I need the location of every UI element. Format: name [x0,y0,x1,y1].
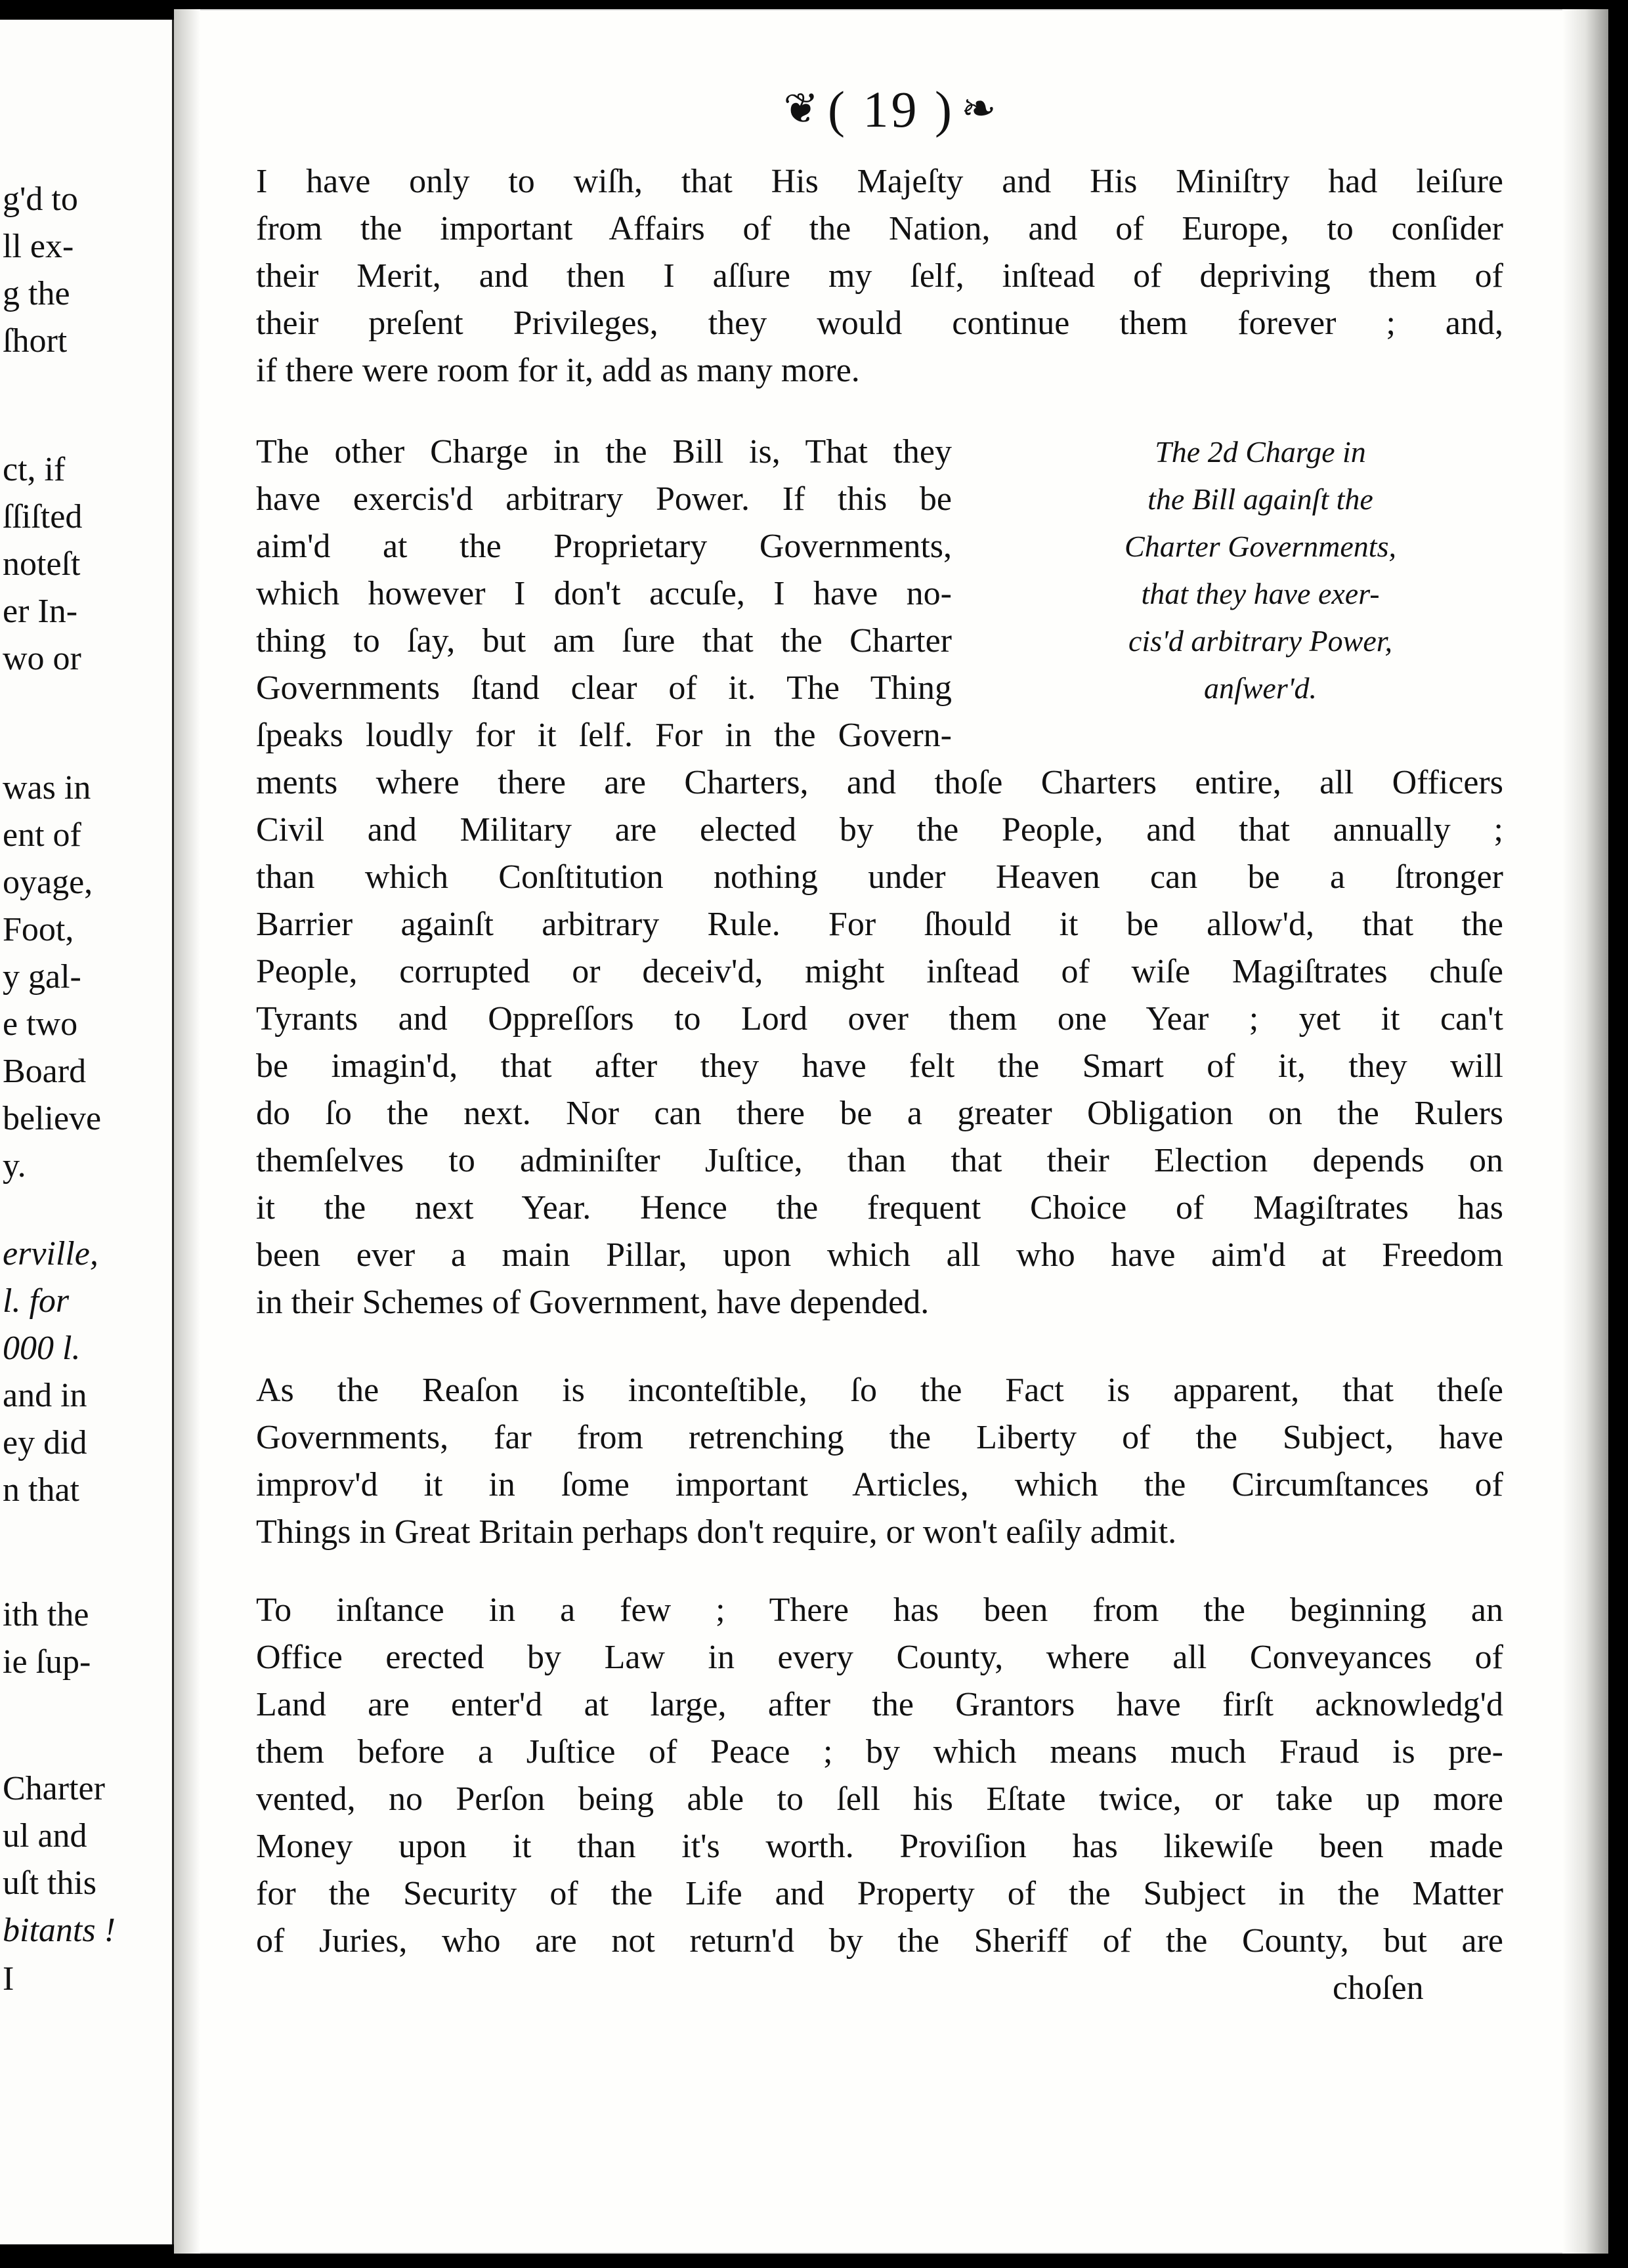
paragraph-2-line: Barrier againſt arbitrary Rule. For ſhould it be allow'd, that the [256,906,1503,943]
paragraph-4-line: them before a Juſtice of Peace ; by which means much Fraud is pre- [256,1733,1503,1771]
paragraph-2-line: Tyrants and Oppreſſors to Lord over them one Year ; yet it can't [256,1000,1503,1038]
left-page-fragment: ul and [3,1817,87,1855]
paragraph-3-line: Things in Great Britain perhaps don't require, or won't eaſily admit. [256,1513,1177,1551]
left-page-fragment: Board [3,1053,87,1090]
left-page-fragment: g the [3,275,70,312]
left-page-fragment: ey did [3,1424,87,1461]
left-page-fragment: I [3,1960,14,1998]
left-page-fragment: ent of [3,816,81,854]
page-number-text: ( 19 ) [828,81,954,138]
paragraph-4-line: To inſtance in a few ; There has been from the beginning an [256,1591,1503,1629]
paragraph-1-line: their preſent Privileges, they would continue them forever ; and, [256,304,1503,342]
margin-note-line: cis'd arbitrary Power, [1128,624,1393,658]
left-page-fragment: ith the [3,1596,89,1633]
left-page-fragment: wo or [3,640,81,677]
left-page-fragment: uſt this [3,1864,97,1902]
paragraph-4-line: vented, no Perſon being able to ſell his Eſtate twice, or take up more [256,1780,1503,1818]
left-page-fragment: er In- [3,593,78,630]
paragraph-2-line: themſelves to adminiſter Juſtice, than that their Election depends on [256,1142,1503,1179]
paragraph-2-line: which however I don't accuſe, I have no- [256,575,952,612]
left-page-fragment: oyage, [3,864,93,901]
left-ornament-icon: ❦ [783,85,822,132]
margin-note-line: The 2d Charge in [1155,435,1366,469]
paragraph-4-line: of Juries, who are not return'd by the Sheriff of the County, but are [256,1922,1503,1960]
gutter-shadow [174,9,200,2254]
paragraph-2-line: Civil and Military are elected by the People, and that annually ; [256,811,1503,849]
left-page-fragment: and in [3,1377,87,1414]
paragraph-2-line: be imagin'd, that after they have felt the Smart of it, they will [256,1047,1503,1085]
paragraph-2-line: do ſo the next. Nor can there be a greater Obligation on the Rulers [256,1095,1503,1132]
book-page [174,9,1608,2254]
paragraph-2-line: in their Schemes of Government, have depended. [256,1284,930,1321]
left-page-fragment: was in [3,769,91,807]
margin-note-line: the Bill againſt the [1147,482,1373,516]
paragraph-1-line: I have only to wiſh, that His Majeſty and His Miniſtry had leiſure [256,163,1503,200]
left-page-fragment: y gal- [3,958,81,996]
paragraph-4-line: Money upon it than it's worth. Proviſion has likewiſe been made [256,1828,1503,1865]
left-page-fragment: g'd to [3,180,78,218]
paragraph-2-line: have exercis'd arbitrary Power. If this be [256,480,952,518]
margin-note-line: anſwer'd. [1203,671,1317,705]
paragraph-2-line: aim'd at the Proprietary Governments, [256,528,952,565]
paragraph-4-line: Land are enter'd at large, after the Grantors have firſt acknowledg'd [256,1686,1503,1723]
paragraph-1-line: if there were room for it, add as many more. [256,352,860,389]
left-page-fragment: ct, if [3,451,66,488]
paragraph-2-line: People, corrupted or deceiv'd, might inſtead of wiſe Magiſtrates chuſe [256,953,1503,990]
left-page-fragment: bitants ! [3,1912,116,1949]
page-edge-shadow [1562,9,1608,2254]
left-page-fragment: Charter [3,1770,105,1807]
left-page-fragment: ſſiſted [3,498,83,536]
page-number [174,80,1608,139]
left-page-fragment: e two [3,1005,78,1043]
margin-note-line: that they have exer- [1141,577,1380,610]
paragraph-3-line: Governments, far from retrenching the Liberty of the Subject, have [256,1419,1503,1456]
left-page-fragment: n that [3,1471,79,1509]
left-page-fragment: believe [3,1100,102,1137]
paragraph-1-line: their Merit, and then I aſſure my ſelf, inſtead of depriving them of [256,257,1503,295]
paragraph-2-line: been ever a main Pillar, upon which all who have aim'd at Freedom [256,1236,1503,1274]
left-page-fragment: ie ſup- [3,1643,91,1681]
paragraph-2-line: ſpeaks loudly for it ſelf. For in the Govern- [256,717,952,754]
previous-page-strip [0,20,174,2244]
paragraph-4-line: Office erected by Law in every County, where all Conveyances of [256,1639,1503,1676]
left-page-fragment: Foot, [3,911,74,948]
left-page-fragment: noteſt [3,545,81,583]
left-page-fragment: ſhort [3,322,68,360]
paragraph-1-line: from the important Affairs of the Nation, and of Europe, to conſider [256,210,1503,247]
paragraph-3-line: improv'd it in ſome important Articles, which the Circumſtances of [256,1466,1503,1503]
paragraph-2-line: The other Charge in the Bill is, That they [256,433,952,471]
left-page-fragment: ll ex- [3,228,74,265]
paragraph-4-line: for the Security of the Life and Property of the Subject in the Matter [256,1875,1503,1912]
paragraph-2-line: thing to ſay, but am ſure that the Charter [256,622,952,660]
paragraph-2-line: it the next Year. Hence the frequent Choice of Magiſtrates has [256,1189,1503,1227]
left-page-fragment: l. for [3,1282,70,1320]
paragraph-2-line: ments where there are Charters, and thoſe Charters entire, all Officers [256,764,1503,801]
paragraph-2-line: than which Conſtitution nothing under Heaven can be a ſtronger [256,858,1503,896]
left-page-fragment: erville, [3,1235,98,1272]
left-page-fragment: y. [3,1147,26,1185]
left-page-fragment: 000 l. [3,1330,81,1367]
right-ornament-icon: ❧ [960,85,999,132]
paragraph-2-line: Governments ſtand clear of it. The Thing [256,669,952,707]
paragraph-3-line: As the Reaſon is inconteſtible, ſo the Fact is apparent, that theſe [256,1372,1503,1409]
margin-note-line: Charter Governments, [1125,530,1396,563]
catchword: choſen [1333,1969,1424,2007]
